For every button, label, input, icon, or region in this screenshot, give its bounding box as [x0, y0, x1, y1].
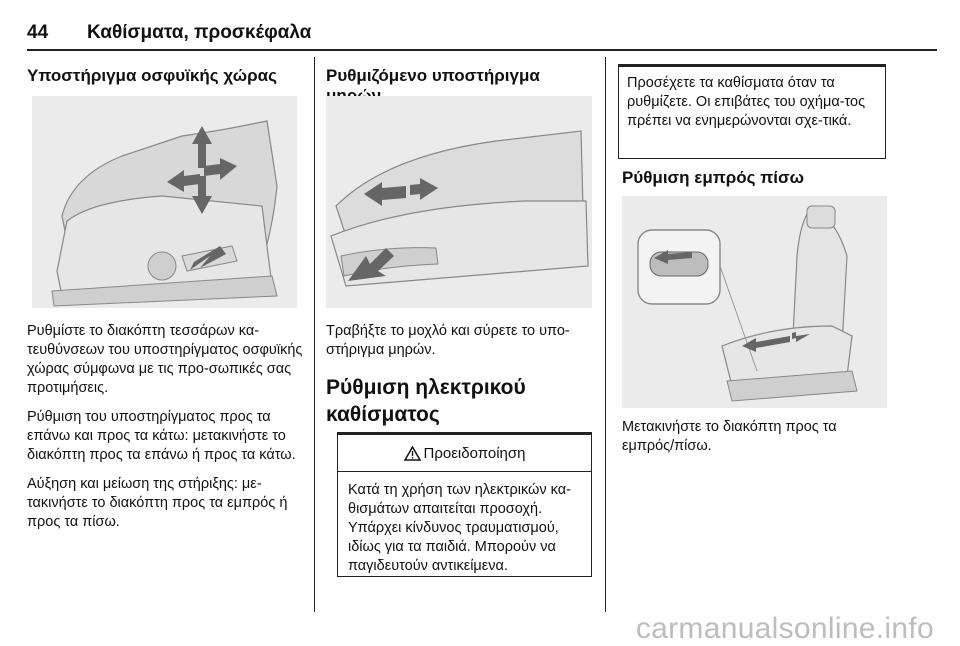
fore-aft-section [622, 168, 892, 188]
electric-seat-section [326, 374, 598, 428]
seat-lumbar-drawing [32, 96, 297, 308]
page-header [27, 22, 311, 44]
note-box [618, 64, 886, 159]
lumbar-paragraph: Ρυθμίστε το διακόπτη τεσσάρων κα-τευθύνσεων του υποστηρίγματος οσφυϊκής χώρας σύμφωνα με τις προ-σωπικές σας προτιμήσεις. [27, 323, 303, 396]
warning-text: Κατά τη χρήση των ηλεκτρικών κα-θισμάτων απαιτείται προσοχή. Υπάρχει κίνδυνος τραυματισμού, ιδίως για τα παιδιά. Μπορούν να παγιδευτούν αντικείμενα. [348, 482, 571, 574]
column-divider [605, 57, 606, 612]
lumbar-heading: Υποστήριγμα οσφυϊκής χώρας [27, 66, 277, 85]
column-lumbar [27, 66, 305, 86]
seat-fore-aft-drawing [622, 196, 887, 408]
lumbar-support-illustration [32, 96, 297, 308]
watermark: carmanualsonline.info [635, 612, 934, 645]
thigh-text [326, 322, 598, 370]
page-number: 44 [27, 22, 49, 43]
lumbar-text [27, 322, 305, 542]
fore-aft-illustration [622, 196, 887, 408]
header-rule [27, 49, 937, 51]
fore-aft-text [622, 418, 892, 466]
fore-aft-caption: Μετακινήστε το διακόπτη προς τα εμπρός/πίσω. [622, 419, 837, 454]
warning-triangle-icon [404, 446, 421, 461]
lumbar-paragraph: Ρύθμιση του υποστηρίγματος προς τα επάνω και προς τα κάτω: μετακινήστε το διακόπτη προς τα επάνω ή προς τα κάτω. [27, 409, 296, 463]
column-divider [314, 57, 315, 612]
page-title: Καθίσματα, προσκέφαλα [87, 22, 312, 43]
fore-aft-heading: Ρύθμιση εμπρός πίσω [622, 168, 804, 187]
thigh-support-illustration [326, 96, 592, 308]
warning-box [337, 432, 592, 577]
seat-thigh-drawing [326, 96, 592, 308]
thigh-heading: Ρυθμιζόμενο υποστήριγμα [326, 66, 540, 85]
electric-seat-heading: Ρύθμιση ηλεκτρικού καθίσματος [326, 376, 526, 426]
warning-header [338, 432, 591, 472]
warning-body [338, 472, 591, 576]
thigh-caption: Τραβήξτε το μοχλό και σύρετε το υπο-στήριγμα μηρών. [326, 323, 570, 358]
lumbar-paragraph: Αύξηση και μείωση της στήριξης: με-τακινήστε το διακόπτη προς τα εμπρός ή προς τα πίσω. [27, 476, 288, 530]
warning-title: Προειδοποίηση [423, 444, 526, 462]
note-text: Προσέχετε τα καθίσματα όταν τα ρυθμίζετε. Οι επιβάτες του οχήμα-τος πρέπει να ενημερώνονται σχε-τικά. [627, 75, 866, 129]
